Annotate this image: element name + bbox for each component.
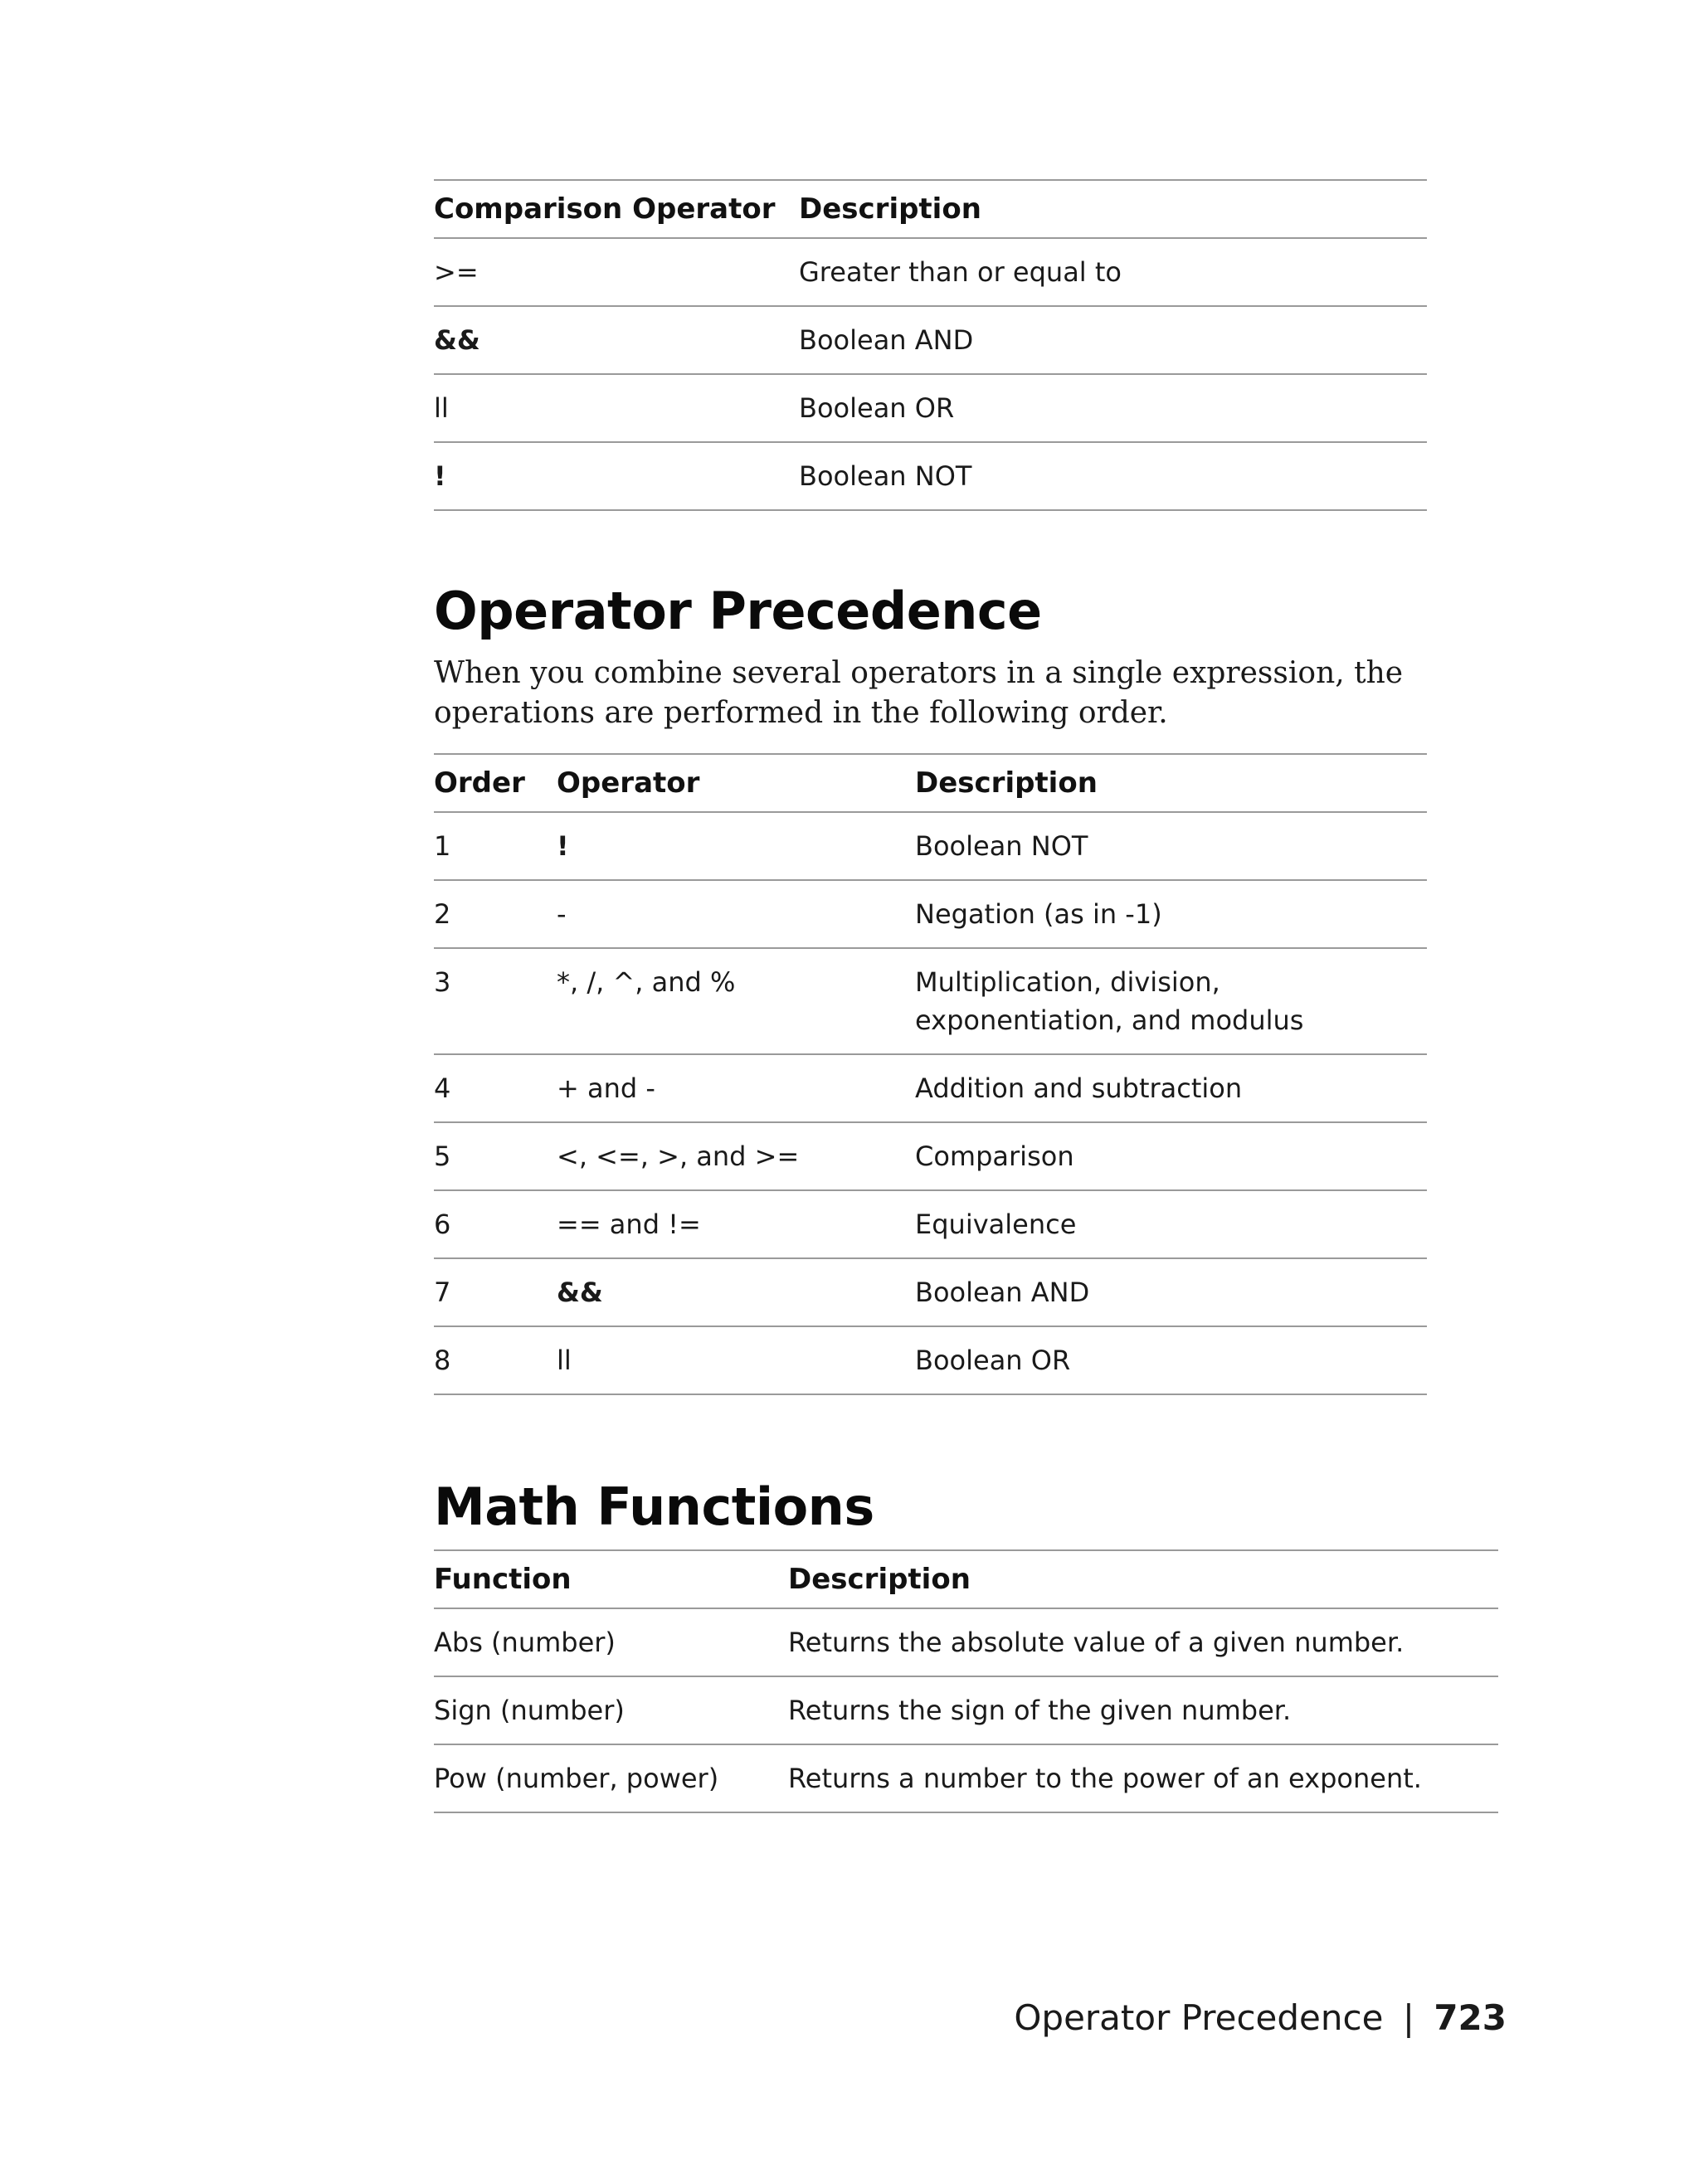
footer-section-name: Operator Precedence	[1014, 1997, 1384, 2038]
order-cell: 3	[434, 948, 557, 1054]
table-row	[434, 1608, 1498, 1676]
operator-precedence-table	[434, 753, 1427, 1395]
description-cell: Multiplication, division, exponentiation, and modulus	[915, 948, 1427, 1054]
column-header-function: Function	[434, 1550, 788, 1608]
function-cell: Pow (number, power)	[434, 1744, 788, 1812]
description-cell: Addition and subtraction	[915, 1054, 1427, 1122]
table-row	[434, 1122, 1427, 1190]
table-row	[434, 1744, 1498, 1812]
description-cell: Equivalence	[915, 1190, 1427, 1258]
operator-cell: -	[557, 880, 915, 948]
table-row	[434, 1326, 1427, 1394]
math-functions-table	[434, 1549, 1498, 1813]
table-row	[434, 374, 1427, 442]
table-row	[434, 238, 1427, 306]
operator-cell: <, <=, >, and >=	[557, 1122, 915, 1190]
table-row	[434, 306, 1427, 374]
description-cell: Boolean NOT	[799, 442, 1427, 510]
order-cell: 4	[434, 1054, 557, 1122]
table-row	[434, 948, 1427, 1054]
description-cell: Boolean AND	[799, 306, 1427, 374]
table-header-row	[434, 180, 1427, 238]
operator-cell: *, /, ^, and %	[557, 948, 915, 1054]
operator-cell: >=	[434, 238, 799, 306]
column-header-order: Order	[434, 754, 557, 812]
section-intro-text: When you combine several operators in a single expression, the operations are performed in the following order.	[434, 656, 1404, 730]
description-cell: Boolean OR	[799, 374, 1427, 442]
description-cell: Negation (as in -1)	[915, 880, 1427, 948]
description-cell: Boolean AND	[915, 1258, 1427, 1326]
section-title-math-functions: Math Functions	[434, 1476, 874, 1537]
operator-cell: == and !=	[557, 1190, 915, 1258]
table-row	[434, 880, 1427, 948]
table-row	[434, 1190, 1427, 1258]
footer-separator: |	[1402, 1997, 1414, 2038]
page-number: 723	[1434, 1997, 1507, 2038]
operator-cell: &&	[557, 1258, 915, 1326]
order-cell: 2	[434, 880, 557, 948]
table-row	[434, 1676, 1498, 1744]
function-cell: Sign (number)	[434, 1676, 788, 1744]
table-header-row	[434, 1550, 1498, 1608]
operator-cell: &&	[434, 306, 799, 374]
column-header-description: Description	[915, 754, 1427, 812]
page-footer	[1014, 1997, 1507, 2038]
function-cell: Abs (number)	[434, 1608, 788, 1676]
description-cell: Boolean NOT	[915, 812, 1427, 880]
section-title-operator-precedence: Operator Precedence	[434, 581, 1042, 641]
column-header-description: Description	[799, 180, 1427, 238]
order-cell: 5	[434, 1122, 557, 1190]
description-cell: Returns the absolute value of a given number.	[788, 1608, 1498, 1676]
table-row	[434, 1054, 1427, 1122]
description-cell: Boolean OR	[915, 1326, 1427, 1394]
table-header-row	[434, 754, 1427, 812]
operator-cell: + and -	[557, 1054, 915, 1122]
description-cell: Comparison	[915, 1122, 1427, 1190]
column-header-comparison-operator: Comparison Operator	[434, 180, 799, 238]
table-row	[434, 442, 1427, 510]
table-row	[434, 1258, 1427, 1326]
table-row	[434, 812, 1427, 880]
column-header-description: Description	[788, 1550, 1498, 1608]
operator-cell: !	[557, 812, 915, 880]
order-cell: 1	[434, 812, 557, 880]
order-cell: 6	[434, 1190, 557, 1258]
operator-cell: !	[434, 442, 799, 510]
column-header-operator: Operator	[557, 754, 915, 812]
comparison-operator-table	[434, 179, 1427, 511]
order-cell: 7	[434, 1258, 557, 1326]
description-cell: Returns the sign of the given number.	[788, 1676, 1498, 1744]
description-cell: Returns a number to the power of an exponent.	[788, 1744, 1498, 1812]
description-cell: Greater than or equal to	[799, 238, 1427, 306]
operator-cell: ll	[557, 1326, 915, 1394]
order-cell: 8	[434, 1326, 557, 1394]
operator-cell: ll	[434, 374, 799, 442]
